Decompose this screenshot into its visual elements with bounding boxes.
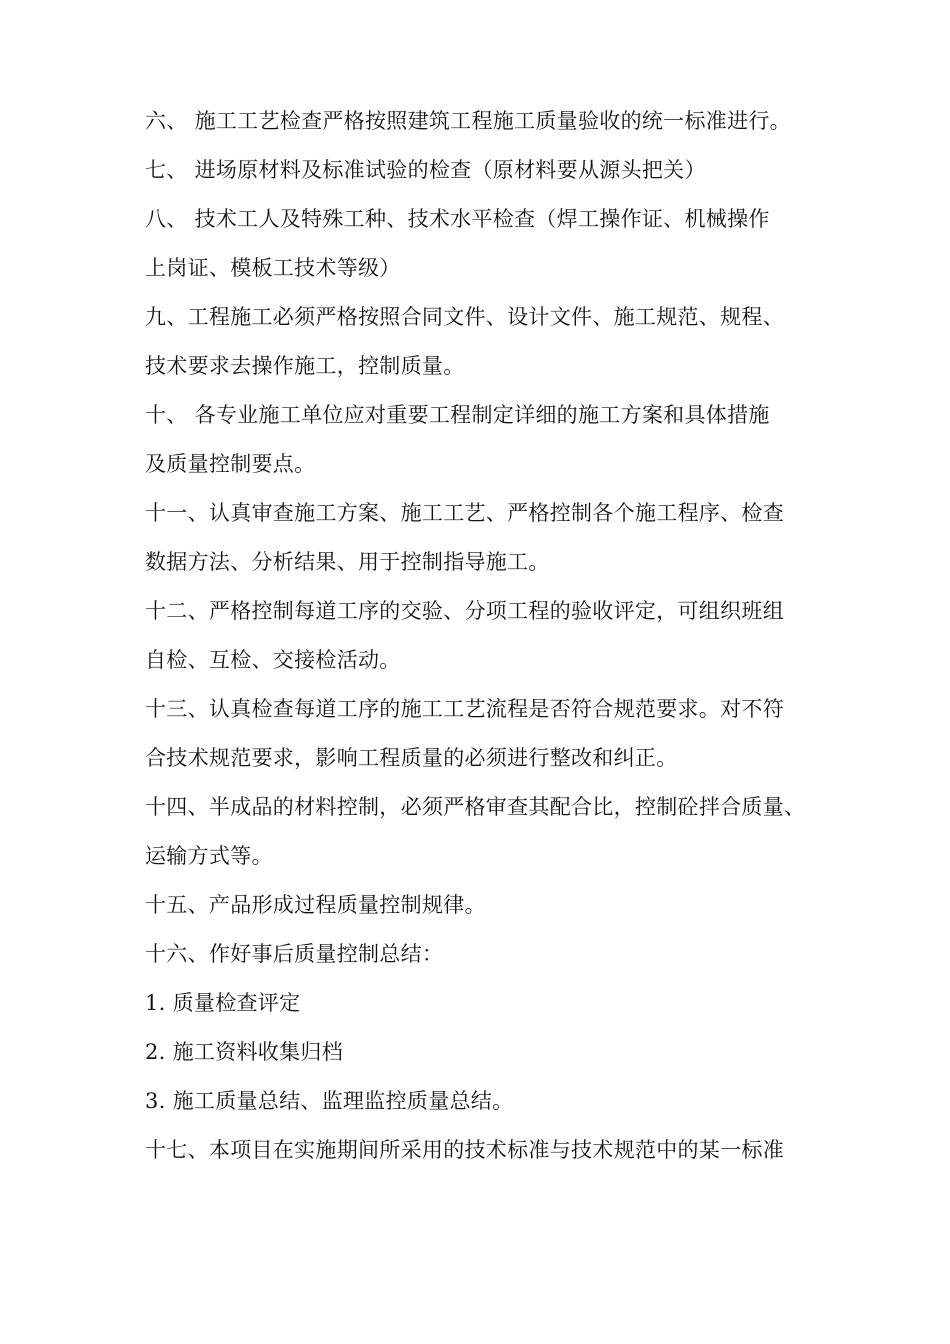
text-line: 十三、认真检查每道工序的施工工艺流程是否符合规范要求。对不符 (145, 697, 784, 721)
text-line: 十六、作好事后质量控制总结： (145, 942, 444, 966)
text-line: 十二、严格控制每道工序的交验、分项工程的验收评定，可组织班组 (145, 599, 784, 623)
text-line: 及质量控制要点。 (145, 452, 316, 476)
text-line: 运输方式等。 (145, 844, 273, 868)
text-line: 合技术规范要求，影响工程质量的必须进行整改和纠正。 (145, 746, 678, 770)
list-item: 2. 施工资料收集归档 (145, 1040, 344, 1064)
text-line: 十五、产品形成过程质量控制规律。 (145, 893, 486, 917)
text-line: 十、 各专业施工单位应对重要工程制定详细的施工方案和具体措施 (145, 403, 770, 427)
text-line: 九、工程施工必须严格按照合同文件、设计文件、施工规范、规程、 (145, 305, 784, 329)
text-line: 十一、认真审查施工方案、施工工艺、严格控制各个施工程序、检查 (145, 501, 784, 525)
text-line: 十四、半成品的材料控制，必须严格审查其配合比，控制砼拌合质量、 (145, 795, 806, 819)
document-body (145, 97, 825, 1175)
text-line: 十七、本项目在实施期间所采用的技术标准与技术规范中的某一标准 (145, 1138, 784, 1162)
text-line: 数据方法、分析结果、用于控制指导施工。 (145, 550, 550, 574)
text-line: 六、 施工工艺检查严格按照建筑工程施工质量验收的统一标准进行。 (145, 109, 791, 133)
text-line: 技术要求去操作施工，控制质量。 (145, 354, 465, 378)
text-line: 上岗证、模板工技术等级） (145, 256, 401, 280)
text-line: 八、 技术工人及特殊工种、技术水平检查（焊工操作证、机械操作 (145, 207, 770, 231)
list-item: 3. 施工质量总结、监理监控质量总结。 (145, 1089, 514, 1113)
list-item: 1. 质量检查评定 (145, 991, 301, 1015)
text-line: 七、 进场原材料及标准试验的检查（原材料要从源头把关） (145, 158, 706, 182)
text-line: 自检、互检、交接检活动。 (145, 648, 401, 672)
